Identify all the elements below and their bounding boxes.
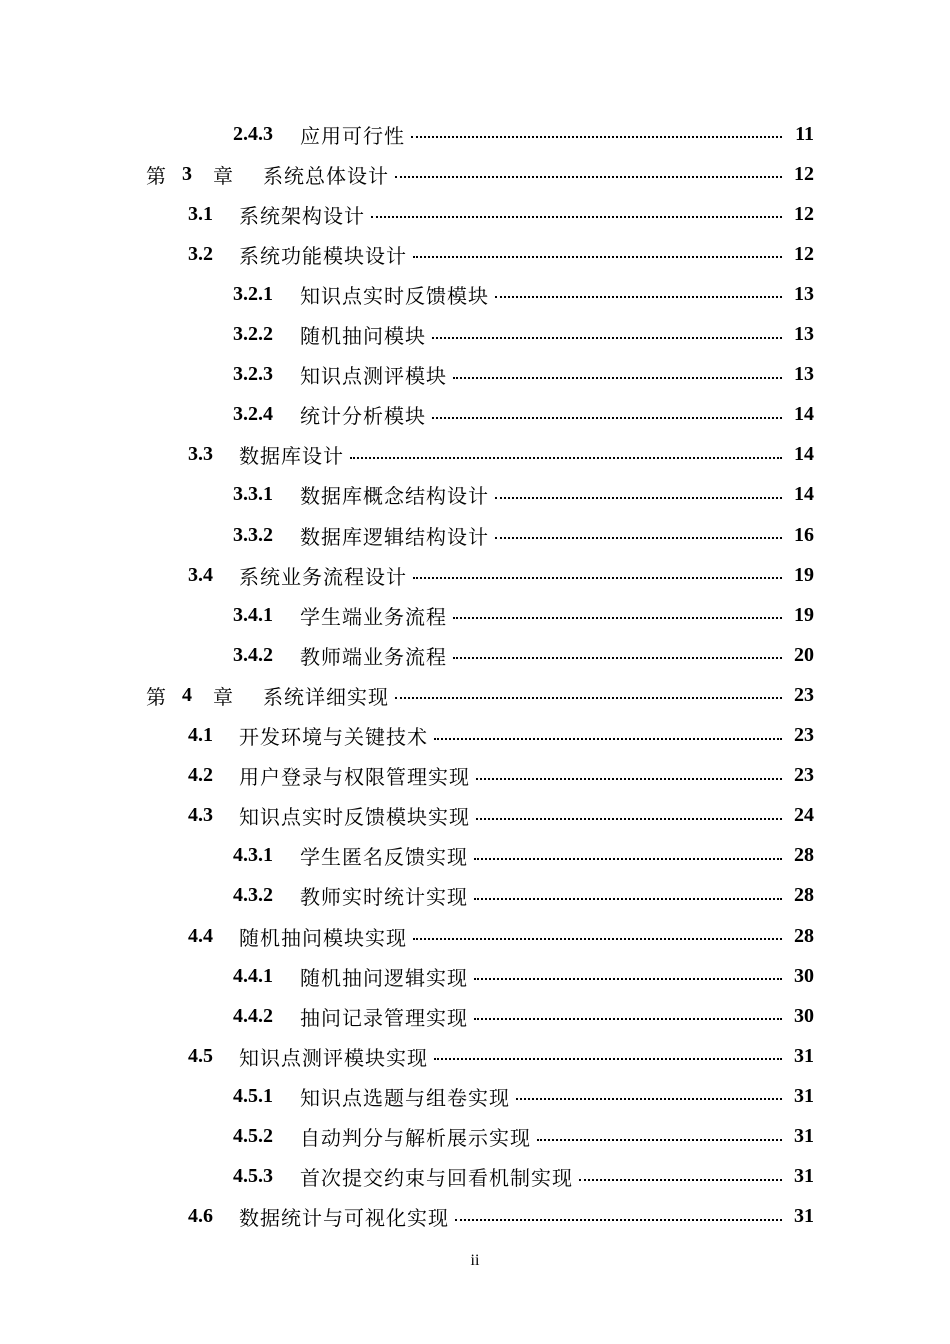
- toc-dot-leader: [453, 655, 782, 659]
- toc-page-number: 23: [794, 683, 814, 706]
- toc-page-number: 24: [794, 804, 814, 827]
- toc-entry[interactable]: [146, 675, 814, 715]
- toc-entry[interactable]: [233, 395, 814, 435]
- toc-page-number: 16: [794, 523, 814, 546]
- toc-entry-title: 系统架构设计: [239, 203, 365, 228]
- toc-entry-title: 用户登录与权限管理实现: [239, 765, 470, 790]
- toc-dot-leader: [495, 535, 782, 539]
- toc-entry[interactable]: [233, 956, 814, 996]
- toc-section-number: 4.2: [188, 764, 213, 787]
- toc-dot-leader: [476, 776, 782, 780]
- toc-entry[interactable]: [233, 1076, 814, 1116]
- toc-entry-title: 知识点实时反馈模块实现: [239, 805, 470, 830]
- toc-section-number: 3.2.2: [233, 323, 273, 345]
- toc-chapter-number: 4: [182, 683, 192, 706]
- toc-entry-title: 抽问记录管理实现: [300, 1005, 468, 1030]
- toc-section-number: 4.6: [188, 1205, 213, 1228]
- toc-page-number: 12: [794, 162, 814, 185]
- toc-page-number: 14: [794, 443, 814, 466]
- toc-section-number: 3.2.1: [233, 282, 273, 305]
- toc-entry[interactable]: [233, 475, 814, 515]
- toc-entry-title: 统计分析模块: [300, 404, 426, 429]
- toc-dot-leader: [411, 134, 782, 138]
- toc-dot-leader: [350, 455, 782, 459]
- toc-page-number: 28: [794, 924, 814, 947]
- toc-entry-title: 随机抽问逻辑实现: [300, 965, 468, 990]
- toc-section-number: 4.5.2: [233, 1125, 273, 1147]
- toc-dot-leader: [371, 214, 782, 218]
- toc-section-number: 3.3.2: [233, 523, 273, 546]
- toc-page-number: 12: [794, 242, 814, 265]
- toc-section-number: 3.3: [188, 443, 213, 466]
- toc-dot-leader: [434, 736, 782, 740]
- toc-entry[interactable]: [146, 154, 814, 194]
- toc-page-number: 11: [795, 122, 814, 145]
- toc-entry-title: 系统业务流程设计: [239, 564, 407, 589]
- toc-page-number: 14: [794, 403, 814, 426]
- toc-dot-leader: [476, 816, 782, 820]
- toc-section-number: 4.5.3: [233, 1165, 273, 1188]
- toc-page-number: 31: [794, 1205, 814, 1228]
- toc-dot-leader: [455, 1217, 782, 1221]
- toc-entry-title: 数据库设计: [239, 444, 344, 469]
- toc-entry-title: 数据统计与可视化实现: [239, 1206, 449, 1231]
- toc-entry-title: 学生匿名反馈实现: [300, 845, 468, 870]
- toc-dot-leader: [474, 1016, 782, 1020]
- toc-entry[interactable]: [188, 194, 814, 234]
- toc-entry-title: 数据库逻辑结构设计: [300, 524, 489, 549]
- toc-page-number: 31: [794, 1044, 814, 1067]
- toc-section-number: 4.5.1: [233, 1084, 273, 1107]
- toc-dot-leader: [537, 1137, 782, 1141]
- toc-dot-leader: [579, 1177, 782, 1181]
- toc-page-number: 12: [794, 202, 814, 225]
- toc-dot-leader: [395, 695, 782, 699]
- toc-dot-leader: [495, 495, 782, 499]
- toc-page-number: 31: [794, 1125, 814, 1147]
- toc-dot-leader: [453, 375, 782, 379]
- toc-page-number: 13: [794, 323, 814, 345]
- toc-entry-title: 系统详细实现: [263, 684, 389, 709]
- toc-section-number: 2.4.3: [233, 122, 273, 145]
- toc-entry-title: 学生端业务流程: [300, 604, 447, 629]
- toc-dot-leader: [432, 415, 782, 419]
- toc-page-number: 28: [794, 844, 814, 867]
- toc-section-number: 4.4: [188, 924, 213, 947]
- toc-dot-leader: [413, 936, 782, 940]
- toc-page-number: 30: [794, 1004, 814, 1027]
- toc-section-number: 3.1: [188, 202, 213, 225]
- toc-entry[interactable]: [233, 355, 814, 395]
- toc-section-number: 4.3: [188, 804, 213, 827]
- toc-chapter-prefix: 第: [146, 684, 166, 709]
- toc-dot-leader: [495, 294, 782, 298]
- toc-dot-leader: [474, 856, 782, 860]
- toc-entry-title: 数据库概念结构设计: [300, 484, 489, 509]
- toc-entry-title: 随机抽问模块实现: [239, 925, 407, 950]
- toc-dot-leader: [434, 1056, 782, 1060]
- toc-section-number: 4.4.1: [233, 964, 273, 987]
- toc-entry-title: 教师端业务流程: [300, 644, 447, 669]
- toc-entry-title: 首次提交约束与回看机制实现: [300, 1166, 573, 1191]
- toc-section-number: 3.2.4: [233, 403, 273, 426]
- toc-section-number: 4.1: [188, 724, 213, 746]
- toc-dot-leader: [413, 575, 782, 579]
- toc-entry[interactable]: [233, 836, 814, 876]
- toc-entry-title: 随机抽问模块: [300, 324, 426, 348]
- toc-entry[interactable]: [233, 515, 814, 555]
- toc-entry[interactable]: [188, 1036, 814, 1076]
- toc-page-number: 20: [794, 643, 814, 666]
- toc-page-number: 13: [794, 363, 814, 386]
- toc-chapter-suffix: 章: [213, 684, 233, 709]
- toc-entry-title: 知识点测评模块: [300, 364, 447, 389]
- toc-page-number: 14: [794, 483, 814, 506]
- toc-entry[interactable]: [233, 274, 814, 314]
- toc-entry[interactable]: [188, 796, 814, 836]
- toc-dot-leader: [395, 174, 782, 178]
- toc-chapter-prefix: 第: [146, 163, 166, 188]
- toc-entry[interactable]: [188, 916, 814, 956]
- toc-page-number: 31: [794, 1165, 814, 1188]
- toc-entry-title: 系统总体设计: [263, 163, 389, 188]
- toc-entry[interactable]: [233, 595, 814, 635]
- toc-entry-title: 教师实时统计实现: [300, 885, 468, 910]
- toc-entry[interactable]: [233, 996, 814, 1036]
- toc-entry-title: 知识点实时反馈模块: [300, 283, 489, 308]
- toc-entry-title: 自动判分与解析展示实现: [300, 1126, 531, 1150]
- toc-dot-leader: [432, 335, 782, 339]
- toc-dot-leader: [474, 896, 782, 900]
- toc-entry[interactable]: [233, 1157, 814, 1197]
- toc-entry-title: 知识点测评模块实现: [239, 1045, 428, 1070]
- toc-section-number: 3.3.1: [233, 483, 273, 506]
- toc-chapter-suffix: 章: [213, 163, 233, 188]
- toc-page-number: 23: [794, 724, 814, 746]
- toc-page-number: 31: [794, 1084, 814, 1107]
- toc-dot-leader: [516, 1096, 782, 1100]
- toc-section-number: 3.2.3: [233, 363, 273, 386]
- toc-entry-title: 系统功能模块设计: [239, 243, 407, 268]
- toc-section-number: 3.4: [188, 563, 213, 586]
- page-footer-number: ii: [470, 1252, 480, 1269]
- toc-page-number: 13: [794, 282, 814, 305]
- toc-entry[interactable]: [233, 876, 814, 916]
- toc-section-number: 4.3.2: [233, 884, 273, 907]
- toc-dot-leader: [453, 615, 782, 619]
- toc-entry[interactable]: [188, 716, 814, 756]
- toc-entry[interactable]: [188, 756, 814, 796]
- toc-entry-title: 知识点选题与组卷实现: [300, 1085, 510, 1110]
- toc-entry[interactable]: [233, 315, 814, 355]
- toc-entry[interactable]: [233, 635, 814, 675]
- toc-entry[interactable]: [188, 234, 814, 274]
- toc-dot-leader: [413, 254, 782, 258]
- toc-dot-leader: [474, 976, 782, 980]
- toc-section-number: 4.4.2: [233, 1004, 273, 1027]
- toc-entry-title: 应用可行性: [300, 123, 405, 148]
- toc-chapter-number: 3: [182, 162, 192, 185]
- toc-page-number: 19: [794, 563, 814, 586]
- toc-section-number: 4.5: [188, 1044, 213, 1067]
- toc-page-number: 23: [794, 764, 814, 787]
- toc-entry[interactable]: [188, 1197, 814, 1237]
- toc-section-number: 4.3.1: [233, 844, 273, 867]
- toc-entry[interactable]: [233, 1117, 814, 1157]
- toc-section-number: 3.4.2: [233, 643, 273, 666]
- toc-entry-title: 开发环境与关键技术: [239, 725, 428, 749]
- toc-entry[interactable]: [233, 114, 814, 154]
- toc-page-number: 30: [794, 964, 814, 987]
- toc-section-number: 3.2: [188, 242, 213, 265]
- toc-entry[interactable]: [188, 555, 814, 595]
- toc-entry[interactable]: [188, 435, 814, 475]
- toc-section-number: 3.4.1: [233, 603, 273, 626]
- toc-page-number: 19: [794, 603, 814, 626]
- toc-page-number: 28: [794, 884, 814, 907]
